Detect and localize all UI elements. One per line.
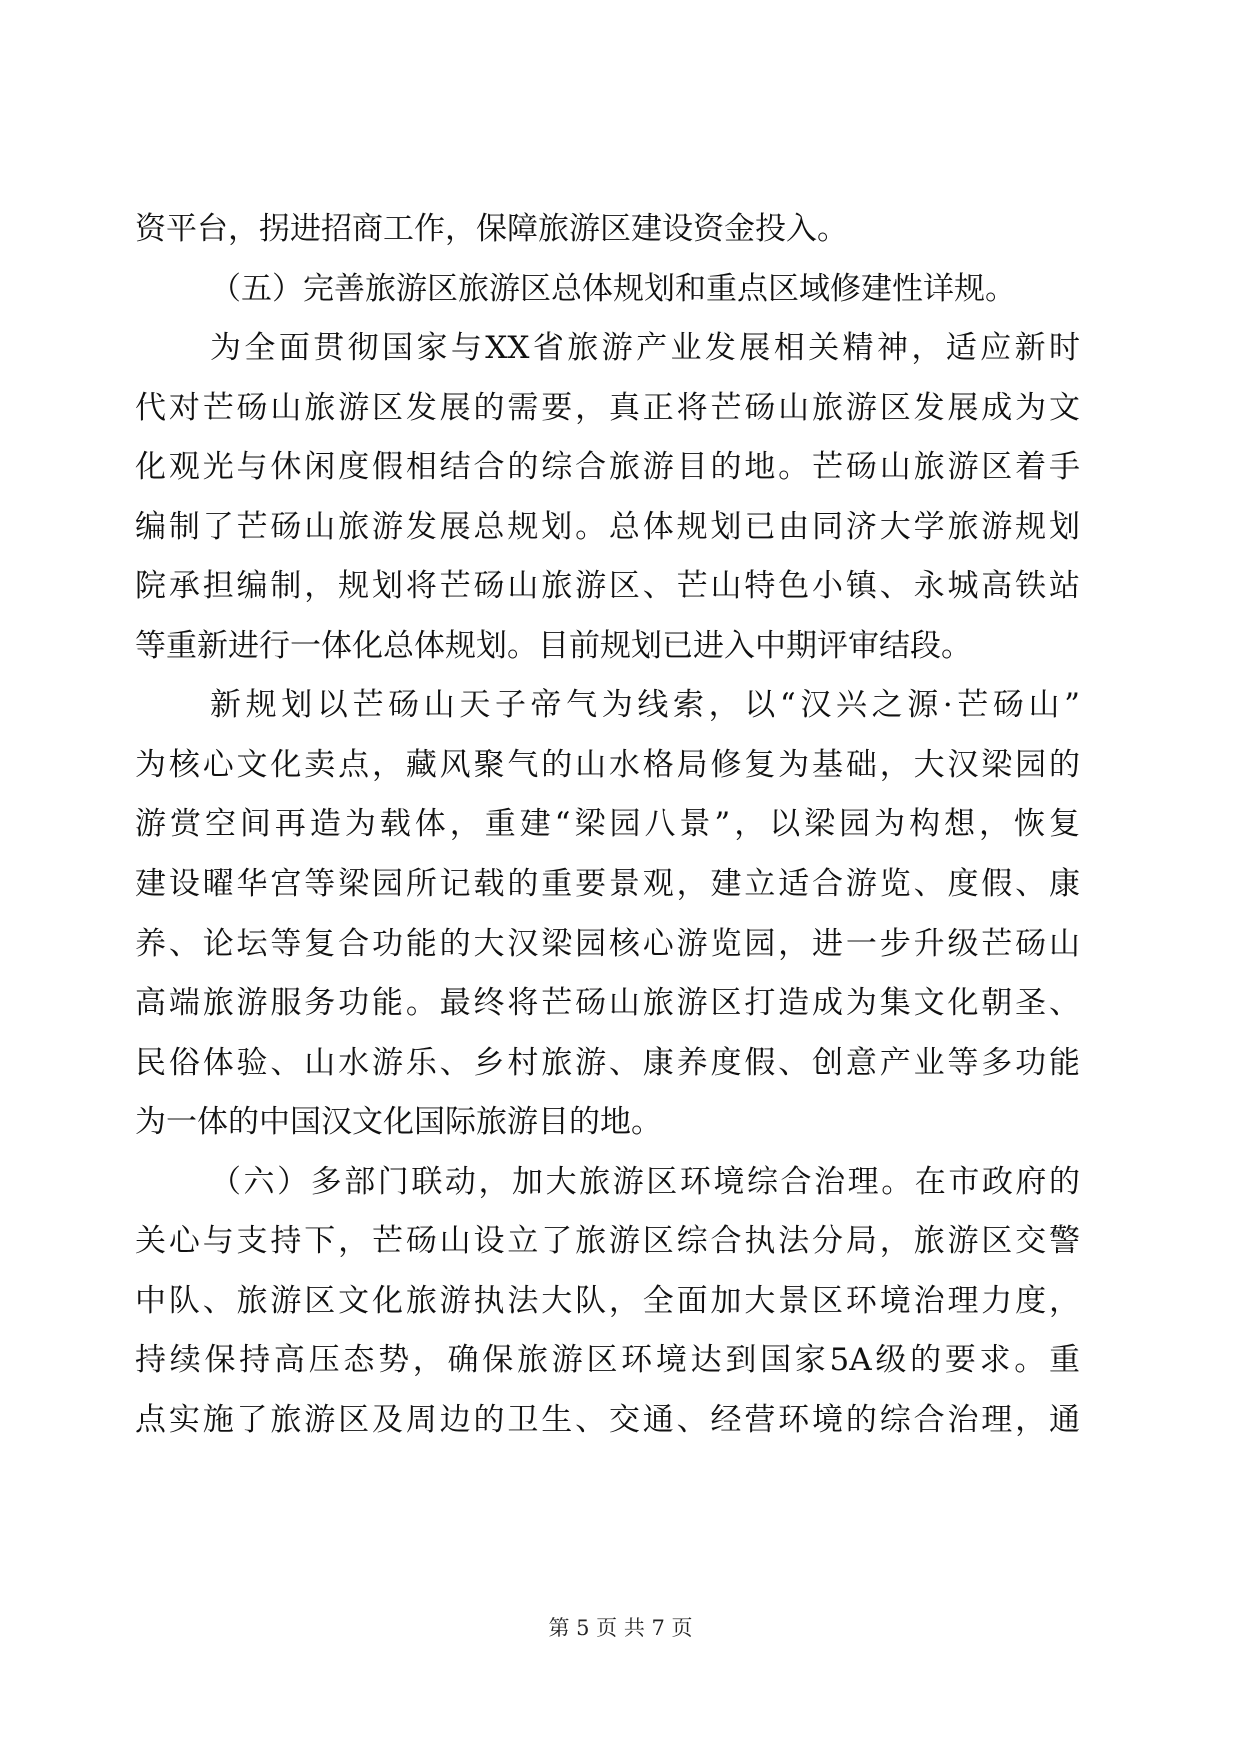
- text-line: 高端旅游服务功能。最终将芒砀山旅游区打造成为集文化朝圣、: [135, 985, 1080, 1022]
- text-line: 游赏空间再造为载体，重建“梁园八景”，以梁园为构想，恢复: [135, 806, 1080, 843]
- text-line: 养、论坛等复合功能的大汉梁园核心游览园，进一步升级芒砀山: [135, 925, 1080, 962]
- text-line: 资平台，拐进招商工作，保障旅游区建设资金投入。: [135, 211, 848, 247]
- text-line: （六）多部门联动，加大旅游区环境综合治理。在市政府的: [210, 1163, 1080, 1200]
- text-line: 新规划以芒砀山天子帝气为线索，以“汉兴之源·芒砀山”: [210, 687, 1080, 724]
- text-line: 编制了芒砀山旅游发展总规划。总体规划已由同济大学旅游规划: [135, 508, 1080, 545]
- text-line: 为全面贯彻国家与XX省旅游产业发展相关精神，适应新时: [210, 330, 1080, 367]
- text-line: 代对芒砀山旅游区发展的需要，真正将芒砀山旅游区发展成为文: [135, 389, 1080, 426]
- text-line: 院承担编制，规划将芒砀山旅游区、芒山特色小镇、永城高铁站: [135, 568, 1080, 605]
- text-line: 建设曜华宫等梁园所记载的重要景观，建立适合游览、度假、康: [135, 866, 1080, 903]
- document-body: [135, 200, 1080, 1450]
- text-line: 等重新进行一体化总体规划。目前规划已进入中期评审结段。: [135, 627, 972, 664]
- text-line: （五）完善旅游区旅游区总体规划和重点区域修建性详规。: [210, 270, 1016, 307]
- text-line: 持续保持高压态势，确保旅游区环境达到国家5A级的要求。重: [135, 1342, 1080, 1379]
- text-line: 化观光与休闲度假相结合的综合旅游目的地。芒砀山旅游区着手: [135, 449, 1080, 486]
- text-line: 为核心文化卖点，藏风聚气的山水格局修复为基础，大汉梁园的: [135, 746, 1080, 783]
- text-line: 点实施了旅游区及周边的卫生、交通、经营环境的综合治理，通: [135, 1401, 1080, 1438]
- text-line: 为一体的中国汉文化国际旅游目的地。: [135, 1104, 662, 1141]
- text-line: 关心与支持下，芒砀山设立了旅游区综合执法分局，旅游区交警: [135, 1223, 1080, 1260]
- text-line: 中队、旅游区文化旅游执法大队，全面加大景区环境治理力度，: [135, 1282, 1080, 1319]
- page-footer: 第 5 页 共 7 页: [548, 1616, 693, 1640]
- text-line: 民俗体验、山水游乐、乡村旅游、康养度假、创意产业等多功能: [135, 1044, 1080, 1081]
